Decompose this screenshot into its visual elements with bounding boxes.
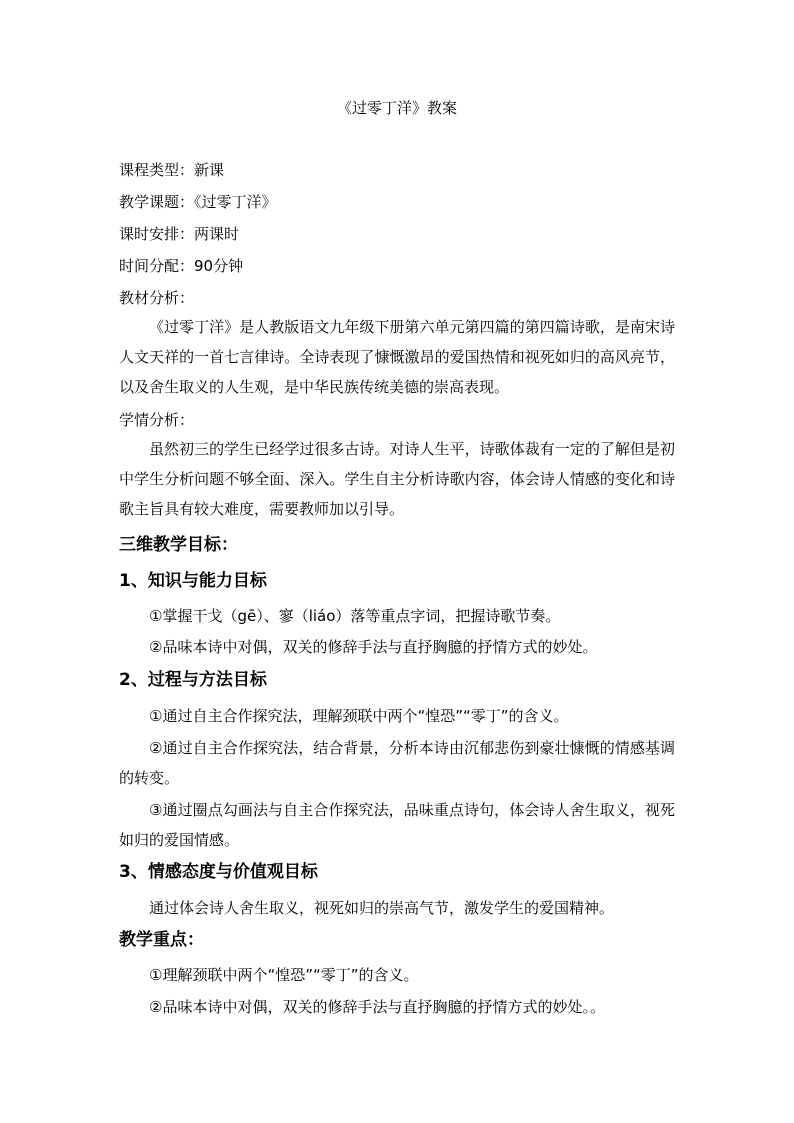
goal1-heading: 1、知识与能力目标 [119, 571, 267, 591]
goal2-item-2: ②通过自主合作探究法，结合背景，分析本诗由沉郁悲伤到豪壮慷慨的情感基调的转变。 [119, 739, 675, 787]
time-allocation: 时间分配：90分钟 [119, 257, 244, 275]
key-point-2: ②品味本诗中对偶，双关的修辞手法与直抒胸臆的抒情方式的妙处。。 [149, 998, 605, 1016]
course-type: 课程类型：新课 [119, 161, 225, 179]
student-analysis-text: 虽然初三的学生已经学过很多古诗。对诗人生平，诗歌体裁有一定的了解但是初中学生分析问题不够全面、深入。学生自主分析诗歌内容，体会诗人情感的变化和诗歌主旨具有较大难度，需要教师加以引导。 [119, 440, 675, 518]
lesson-topic: 教学课题：《过零丁洋》 [119, 193, 277, 211]
goal2-item-3: ③通过圈点勾画法与自主合作探究法，品味重点诗句，体会诗人舍生取义，视死如归的爱国情感。 [119, 801, 675, 849]
key-point-1: ①理解颈联中两个“惶恐”“零丁”的含义。 [149, 966, 419, 984]
material-analysis-label: 教材分析： [119, 289, 195, 307]
student-analysis-label: 学情分析： [119, 411, 195, 429]
goal2-item-1: ①通过自主合作探究法，理解颈联中两个“惶恐”“零丁”的含义。 [149, 707, 569, 725]
goal1-item-1: ①掌握干戈（gē）、寥（liáo）落等重点字词，把握诗歌节奏。 [149, 607, 561, 625]
goal3-text: 通过体会诗人舍生取义，视死如归的崇高气节，激发学生的爱国精神。 [149, 899, 615, 917]
goal3-heading: 3、情感态度与价值观目标 [119, 862, 318, 882]
goal1-item-2: ②品味本诗中对偶，双关的修辞手法与直抒胸臆的抒情方式的妙处。 [149, 638, 598, 656]
goals-heading: 三维教学目标： [119, 535, 238, 555]
class-schedule: 课时安排：两课时 [119, 225, 240, 243]
key-points-heading: 教学重点： [119, 930, 204, 950]
material-analysis-text: 《过零丁洋》是人教版语文九年级下册第六单元第四篇的第四篇诗歌，是南宋诗人文天祥的一首七言律诗。全诗表现了慷慨激昂的爱国热情和视死如归的高风亮节，以及舍生取义的人生观，是中华民族传统美德的崇高表现。 [119, 318, 675, 396]
goal2-heading: 2、过程与方法目标 [119, 670, 267, 690]
document-title: 《过零丁洋》教案 [336, 99, 457, 117]
